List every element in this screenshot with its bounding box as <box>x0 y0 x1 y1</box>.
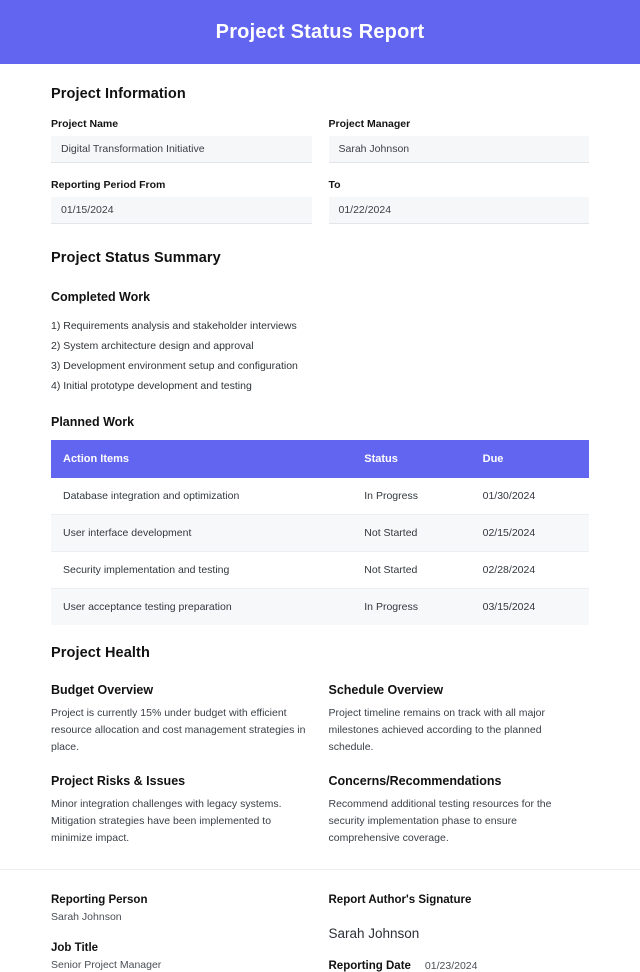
project-health-left-column <box>51 683 312 847</box>
reporting-date-label: Reporting Date <box>328 960 411 972</box>
field-label-project-manager: Project Manager <box>328 118 411 130</box>
report-header-banner <box>0 0 640 64</box>
table-row <box>51 478 589 515</box>
page-title: Project Status Report <box>215 20 425 43</box>
project-information-fields <box>51 102 589 224</box>
project-health-section <box>51 645 589 847</box>
input-reporting-period-to[interactable]: 01/22/2024 <box>329 197 590 224</box>
planned-work-table-body <box>51 478 589 625</box>
cell-due: 01/30/2024 <box>471 478 589 515</box>
cell-action-item: Database integration and optimization <box>51 478 352 515</box>
job-title-label: Job Title <box>51 942 99 954</box>
column-header-action-items[interactable]: Action Items <box>51 440 352 478</box>
column-header-due[interactable]: Due <box>471 440 589 478</box>
cell-status: In Progress <box>352 589 470 626</box>
concerns-recommendations-body: Recommend additional testing resources for the security implementation phase to ensure comprehensive coverage. <box>328 798 552 844</box>
reporting-date-value[interactable]: 01/23/2024 <box>424 960 478 972</box>
completed-work-heading: Completed Work <box>51 290 151 304</box>
cell-action-item: User acceptance testing preparation <box>51 589 352 626</box>
table-row <box>51 552 589 589</box>
field-label-reporting-period-from: Reporting Period From <box>51 179 166 191</box>
input-project-manager[interactable]: Sarah Johnson <box>329 136 590 163</box>
project-health-right-column <box>329 683 590 847</box>
column-header-status[interactable]: Status <box>352 440 470 478</box>
cell-action-item: User interface development <box>51 515 352 552</box>
reporting-person-label: Reporting Person <box>51 894 148 906</box>
project-health-heading: Project Health <box>51 645 150 661</box>
cell-due: 02/28/2024 <box>471 552 589 589</box>
reporting-person-value[interactable]: Sarah Johnson <box>51 911 122 923</box>
report-content <box>0 86 640 847</box>
project-status-summary-section <box>51 250 589 625</box>
field-reporting-period-from <box>51 179 312 224</box>
field-label-project-name: Project Name <box>51 118 119 130</box>
list-item: 3) Development environment setup and configuration <box>51 360 298 372</box>
cell-status: Not Started <box>352 515 470 552</box>
reporting-date-row <box>329 960 590 972</box>
project-status-summary-heading: Project Status Summary <box>51 250 221 266</box>
concerns-recommendations-heading: Concerns/Recommendations <box>328 774 502 788</box>
project-health-grid <box>51 683 589 847</box>
project-information-heading: Project Information <box>51 86 186 102</box>
cell-status: Not Started <box>352 552 470 589</box>
planned-work-heading: Planned Work <box>51 415 135 429</box>
completed-work-list <box>51 316 589 396</box>
job-title-group <box>51 942 312 971</box>
footer-right-column <box>329 894 590 972</box>
table-header-row <box>51 440 589 478</box>
cell-due: 03/15/2024 <box>471 589 589 626</box>
project-information-section <box>51 86 589 224</box>
field-project-name <box>51 118 312 163</box>
footer-left-column <box>51 894 312 972</box>
list-item: 1) Requirements analysis and stakeholder interviews <box>51 320 297 332</box>
report-footer <box>0 894 640 972</box>
planned-work-table-header <box>51 440 589 478</box>
list-item: 2) System architecture design and approval <box>51 340 254 352</box>
field-reporting-period-to <box>329 179 590 224</box>
input-project-name[interactable]: Digital Transformation Initiative <box>51 136 312 163</box>
cell-action-item: Security implementation and testing <box>51 552 352 589</box>
schedule-overview-heading: Schedule Overview <box>328 683 444 697</box>
signature-label: Report Author's Signature <box>328 894 472 906</box>
table-row <box>51 589 589 626</box>
signature-value[interactable]: Sarah Johnson <box>328 926 420 941</box>
schedule-overview-body: Project timeline remains on track with all major milestones achieved according to the planned schedule. <box>328 707 545 753</box>
field-project-manager <box>329 118 590 163</box>
budget-overview-body: Project is currently 15% under budget with efficient resource allocation and cost management strategies in place. <box>51 707 306 753</box>
cell-due: 02/15/2024 <box>471 515 589 552</box>
list-item: 4) Initial prototype development and testing <box>51 380 252 392</box>
cell-status: In Progress <box>352 478 470 515</box>
input-reporting-period-from[interactable]: 01/15/2024 <box>51 197 312 224</box>
project-risks-body: Minor integration challenges with legacy systems. Mitigation strategies have been implemented to minimize impact. <box>51 798 282 844</box>
footer-divider <box>0 869 640 870</box>
field-label-reporting-period-to: To <box>328 179 341 191</box>
table-row <box>51 515 589 552</box>
job-title-value[interactable]: Senior Project Manager <box>51 959 162 971</box>
project-risks-heading: Project Risks & Issues <box>51 774 186 788</box>
planned-work-table <box>51 440 589 625</box>
budget-overview-heading: Budget Overview <box>51 683 154 697</box>
